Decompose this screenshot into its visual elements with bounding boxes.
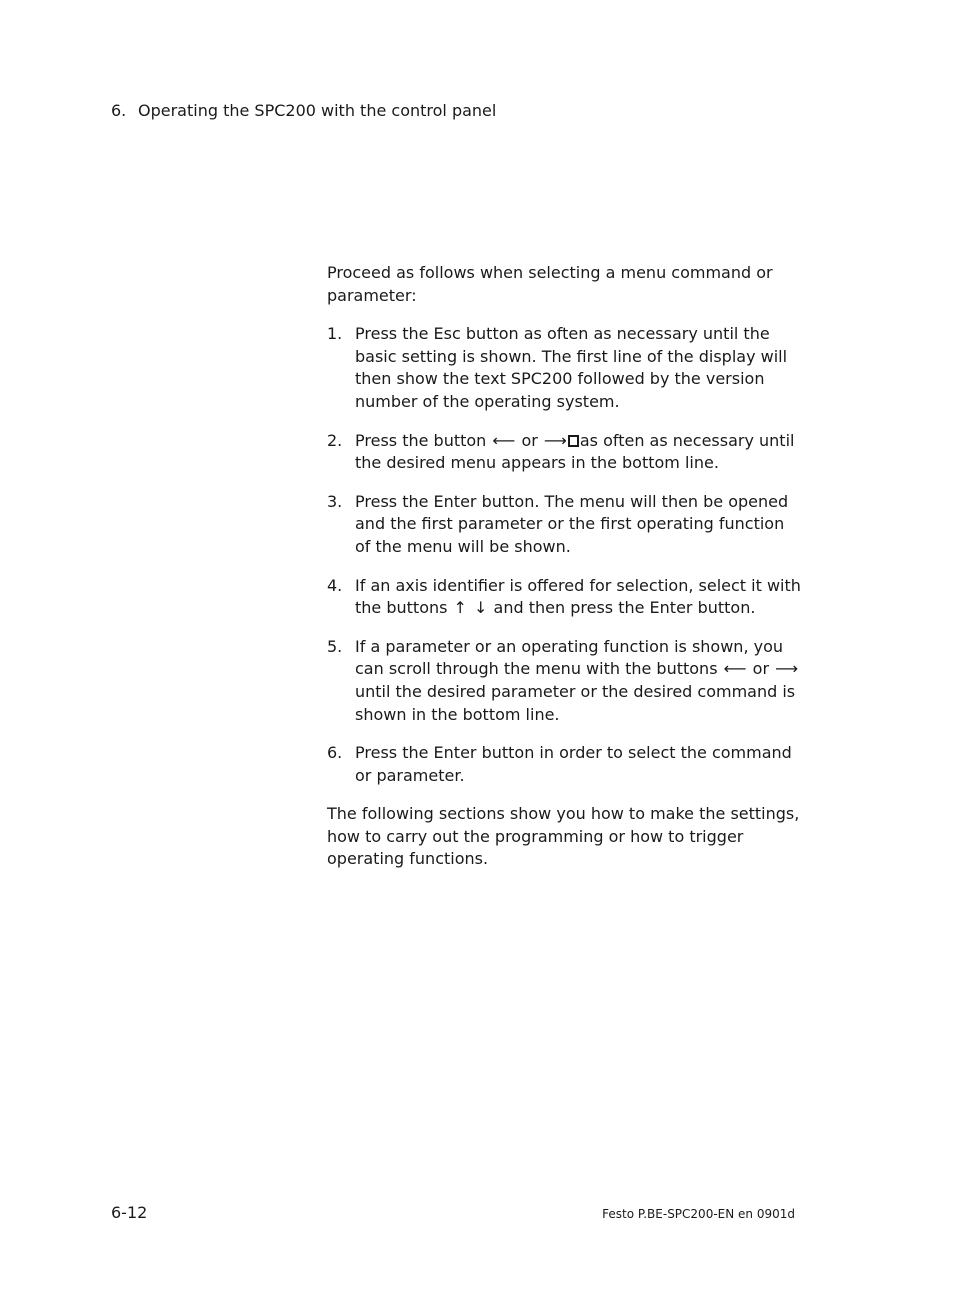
step-text: Press the Enter button. The menu will then be opened and the first parameter or the first operating function of the menu will be shown.: [355, 491, 789, 556]
step-number: 5.: [327, 636, 343, 656]
step-number: 4.: [327, 575, 343, 595]
step-number: 3.: [327, 491, 343, 511]
arrow-right-icon: ⟶: [775, 659, 799, 679]
arrow-left-icon: ⟵: [723, 659, 747, 679]
document-id: Festo P.BE-SPC200-EN en 0901d: [602, 1207, 795, 1221]
step-list: [327, 323, 802, 787]
step-text-pre: If a parameter or an operating function is shown, you can scroll through the menu with the buttons: [355, 636, 784, 679]
step-text: Press the Enter button in order to select the command or parameter.: [355, 743, 792, 785]
step-text-post: as often as necessary until the desired menu appears in the bottom line.: [355, 430, 795, 473]
arrow-right-icon: ⟶: [543, 430, 567, 450]
chapter-heading: [111, 100, 496, 122]
arrow-left-icon: ⟵: [492, 430, 516, 450]
main-content: [327, 262, 802, 871]
step-text-or: or: [521, 430, 538, 450]
page-number: 6-12: [111, 1203, 148, 1222]
chapter-title: Operating the SPC200 with the control panel: [138, 101, 497, 120]
step-text: Press the Esc button as often as necessary until the basic setting is shown. The first line of the display will then show the text SPC200 followed by the version number of the operating system.: [355, 324, 788, 411]
list-item: [327, 323, 802, 413]
list-item: [327, 636, 802, 726]
step-text-post: and then press the Enter button.: [493, 598, 756, 618]
list-item: [327, 742, 802, 787]
step-number: 2.: [327, 430, 343, 450]
step-text-pre: Press the button: [355, 430, 487, 450]
arrow-down-icon: ↓: [474, 598, 488, 618]
list-item: [327, 491, 802, 559]
key-square-icon: [568, 435, 579, 447]
list-item: [327, 430, 802, 475]
arrow-up-icon: ↑: [453, 598, 467, 618]
step-text-pre: If an axis identifier is offered for selection, select it with the buttons: [355, 575, 801, 618]
step-number: 1.: [327, 324, 343, 344]
chapter-number: 6.: [111, 101, 127, 120]
step-text-or: or: [752, 659, 770, 679]
outro-paragraph: The following sections show you how to make the settings, how to carry out the programming or how to trigger operating functions.: [327, 804, 800, 869]
list-item: [327, 575, 802, 620]
step-number: 6.: [327, 743, 343, 763]
intro-paragraph: Proceed as follows when selecting a menu command or parameter:: [327, 263, 773, 305]
step-text-post: until the desired parameter or the desired command is shown in the bottom line.: [355, 681, 796, 724]
